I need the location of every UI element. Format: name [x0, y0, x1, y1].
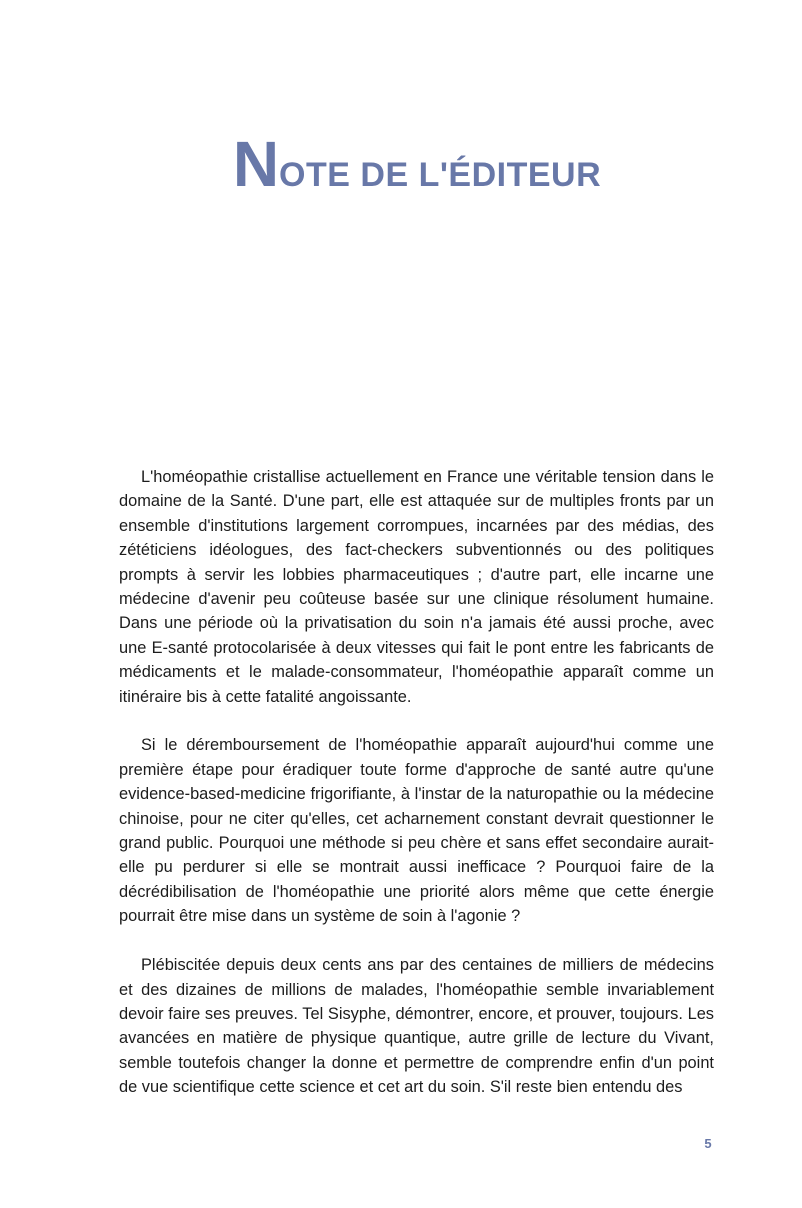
- title-initial: N: [232, 128, 280, 200]
- body-text: [119, 465, 714, 1124]
- title-rest: OTE DE L'ÉDITEUR: [279, 156, 602, 194]
- paragraph-1: L'homéopathie cristallise actuellement en France une véritable tension dans le domaine de la Santé. D'une part, elle est attaquée sur de multiples fronts par un ensemble d'institutions largement corrompues, incarnées par des médias, des zététiciens idéologues, des fact-checkers subventionnés ou des politiques prompts à servir les lobbies pharmaceutiques ; d'autre part, elle incarne une médecine d'avenir peu coûteuse basée sur une clinique résolument humaine. Dans une période où la privatisation du soin n'a jamais été aussi proche, avec une E-santé protocolarisée à deux vitesses qui fait le pont entre les fabricants de médicaments et le malade-consommateur, l'homéopathie apparaît comme un itinéraire bis à cette fatalité angoissante.: [119, 468, 714, 706]
- chapter-title: [0, 128, 802, 200]
- page-number: 5: [704, 1136, 712, 1151]
- paragraph-2: Si le déremboursement de l'homéopathie apparaît aujourd'hui comme une première étape pour éradiquer toute forme d'approche de santé autre qu'une evidence-based-medicine frigorifiante, à l'instar de la naturopathie ou la médecine chinoise, pour ne citer qu'elles, cet acharnement constant devrait questionner le grand public. Pourquoi une méthode si peu chère et sans effet secondaire aurait-elle pu perdurer si elle se montrait aussi inefficace ? Pourquoi faire de la décrédibilisation de l'homéopathie une priorité alors même que cette énergie pourrait être mise dans un système de soin à l'agonie ?: [119, 736, 714, 926]
- paragraph-3: Plébiscitée depuis deux cents ans par des centaines de milliers de médecins et des dizaines de millions de malades, l'homéopathie semble invariablement devoir faire ses preuves. Tel Sisyphe, démontrer, encore, et prouver, toujours. Les avancées en matière de physique quantique, autre grille de lecture du Vivant, semble toutefois changer la donne et permettre de comprendre enfin d'un point de vue scientifique cette science et cet art du soin. S'il reste bien entendu des: [119, 956, 714, 1097]
